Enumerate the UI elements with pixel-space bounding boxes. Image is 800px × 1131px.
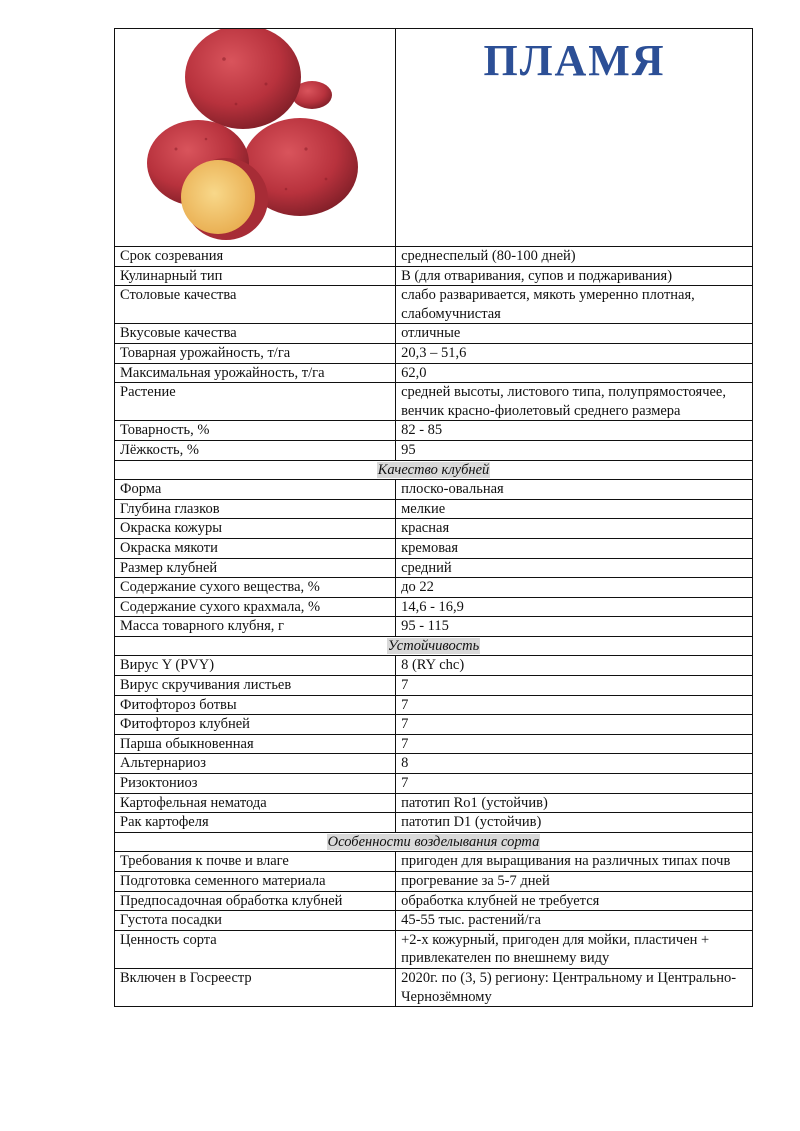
property-label: Фитофтороз ботвы	[115, 695, 396, 715]
property-value: слабо разваривается, мякоть умеренно плотная, слабомучнистая	[396, 286, 753, 324]
property-value: 95	[396, 440, 753, 460]
variety-sheet	[114, 28, 753, 1007]
property-label: Размер клубней	[115, 558, 396, 578]
section-cultivation-cell	[115, 832, 753, 852]
property-value: 7	[396, 715, 753, 735]
property-label: Ризоктониоз	[115, 774, 396, 794]
table-row	[115, 558, 753, 578]
property-value: кремовая	[396, 538, 753, 558]
property-value: 8 (RY chc)	[396, 656, 753, 676]
property-value: мелкие	[396, 499, 753, 519]
property-label: Товарная урожайность, т/га	[115, 343, 396, 363]
property-label: Растение	[115, 383, 396, 421]
property-value: 8	[396, 754, 753, 774]
property-value: отличные	[396, 324, 753, 344]
section-quality-cell	[115, 460, 753, 480]
property-label: Максимальная урожайность, т/га	[115, 363, 396, 383]
property-label: Фитофтороз клубней	[115, 715, 396, 735]
table-row	[115, 597, 753, 617]
property-label: Предпосадочная обработка клубней	[115, 891, 396, 911]
property-value: прогревание за 5-7 дней	[396, 872, 753, 892]
property-label: Вирус Y (PVY)	[115, 656, 396, 676]
property-label: Вкусовые качества	[115, 324, 396, 344]
table-row	[115, 676, 753, 696]
table-row	[115, 754, 753, 774]
table-row	[115, 734, 753, 754]
table-row	[115, 480, 753, 500]
potato-photo-image	[116, 29, 391, 246]
section-resistance-row	[115, 636, 753, 656]
table-row	[115, 617, 753, 637]
property-value: среднеспелый (80-100 дней)	[396, 247, 753, 267]
property-value: 7	[396, 676, 753, 696]
property-value: В (для отваривания, супов и поджаривания)	[396, 266, 753, 286]
property-label: Товарность, %	[115, 421, 396, 441]
property-value: 7	[396, 774, 753, 794]
table-row	[115, 519, 753, 539]
header-row	[115, 29, 753, 247]
table-row	[115, 852, 753, 872]
property-value: 2020г. по (3, 5) региону: Центральному и Центрально-Чернозёмному	[396, 968, 753, 1006]
table-row	[115, 421, 753, 441]
property-label: Рак картофеля	[115, 813, 396, 833]
property-label: Требования к почве и влаге	[115, 852, 396, 872]
table-row	[115, 911, 753, 931]
table-row	[115, 363, 753, 383]
table-row	[115, 538, 753, 558]
property-label: Парша обыкновенная	[115, 734, 396, 754]
property-value: 7	[396, 734, 753, 754]
table-row	[115, 930, 753, 968]
table-row	[115, 286, 753, 324]
property-value: 45-55 тыс. растений/га	[396, 911, 753, 931]
property-value: красная	[396, 519, 753, 539]
property-label: Картофельная нематода	[115, 793, 396, 813]
property-value: средний	[396, 558, 753, 578]
property-label: Содержание сухого крахмала, %	[115, 597, 396, 617]
table-row	[115, 793, 753, 813]
property-label: Столовые качества	[115, 286, 396, 324]
property-value: до 22	[396, 578, 753, 598]
property-value: средней высоты, листового типа, полупрямостоячее, венчик красно-фиолетовый среднего размера	[396, 383, 753, 421]
property-label: Окраска кожуры	[115, 519, 396, 539]
property-label: Включен в Госреестр	[115, 968, 396, 1006]
property-value: обработка клубней не требуется	[396, 891, 753, 911]
table-row	[115, 695, 753, 715]
table-row	[115, 343, 753, 363]
property-label: Кулинарный тип	[115, 266, 396, 286]
variety-title: ПЛАМЯ	[483, 36, 666, 85]
section-resistance-heading: Устойчивость	[387, 637, 480, 654]
section-cultivation-heading: Особенности возделывания сорта	[327, 833, 540, 850]
table-row	[115, 774, 753, 794]
property-value: 62,0	[396, 363, 753, 383]
property-value: 14,6 - 16,9	[396, 597, 753, 617]
property-value: +2-х кожурный, пригоден для мойки, пластичен + привлекателен по внешнему виду	[396, 930, 753, 968]
property-label: Содержание сухого вещества, %	[115, 578, 396, 598]
table-row	[115, 968, 753, 1006]
variety-spec-table	[114, 28, 753, 1007]
table-row	[115, 891, 753, 911]
table-row	[115, 440, 753, 460]
section-quality-heading: Качество клубней	[377, 461, 490, 478]
table-row	[115, 266, 753, 286]
section-quality-row	[115, 460, 753, 480]
property-label: Окраска мякоти	[115, 538, 396, 558]
property-label: Масса товарного клубня, г	[115, 617, 396, 637]
property-label: Форма	[115, 480, 396, 500]
table-row	[115, 813, 753, 833]
table-row	[115, 324, 753, 344]
section-cultivation-row	[115, 832, 753, 852]
table-row	[115, 656, 753, 676]
table-row	[115, 715, 753, 735]
property-label: Срок созревания	[115, 247, 396, 267]
table-row	[115, 499, 753, 519]
title-cell	[396, 29, 753, 247]
property-label: Глубина глазков	[115, 499, 396, 519]
table-row	[115, 872, 753, 892]
property-label: Альтернариоз	[115, 754, 396, 774]
property-value: 7	[396, 695, 753, 715]
table-row	[115, 247, 753, 267]
property-label: Густота посадки	[115, 911, 396, 931]
property-value: 20,3 – 51,6	[396, 343, 753, 363]
property-value: 82 - 85	[396, 421, 753, 441]
property-value: 95 - 115	[396, 617, 753, 637]
property-label: Ценность сорта	[115, 930, 396, 968]
property-label: Подготовка семенного материала	[115, 872, 396, 892]
property-value: патотип Ro1 (устойчив)	[396, 793, 753, 813]
property-label: Вирус скручивания листьев	[115, 676, 396, 696]
section-resistance-cell	[115, 636, 753, 656]
property-value: плоско-овальная	[396, 480, 753, 500]
property-value: пригоден для выращивания на различных типах почв	[396, 852, 753, 872]
table-row	[115, 383, 753, 421]
property-value: патотип D1 (устойчив)	[396, 813, 753, 833]
table-row	[115, 578, 753, 598]
property-label: Лёжкость, %	[115, 440, 396, 460]
photo-cell	[115, 29, 396, 247]
